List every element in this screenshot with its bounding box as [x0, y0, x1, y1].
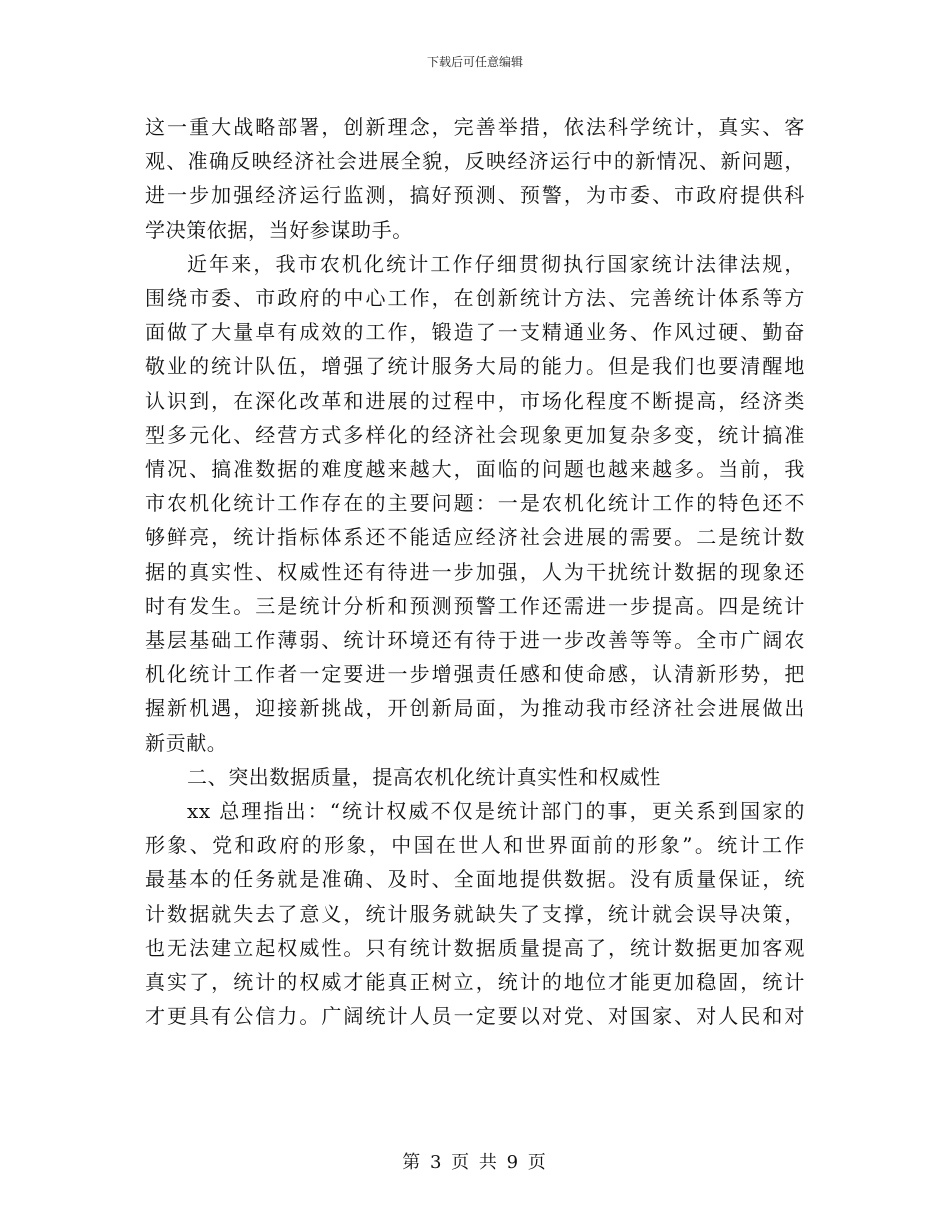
- text-line: 认识到，在深化改革和进展的过程中，市场化程度不断提高，经济类: [145, 388, 805, 413]
- text-line: 够鲜亮，统计指标体系还不能适应经济社会进展的需要。二是统计数: [145, 525, 805, 550]
- text-line: 握新机遇，迎接新挑战，开创新局面，为推动我市经济社会进展做出: [145, 696, 805, 721]
- text-line: 进一步加强经济运行监测，搞好预测、预警，为市委、市政府提供科: [145, 183, 805, 208]
- section-heading: 二、突出数据质量，提高农机化统计真实性和权威性: [187, 764, 661, 789]
- document-body: [145, 110, 805, 1033]
- text-line: 形象、党和政府的形象，中国在世人和世界面前的形象”。统计工作: [145, 833, 805, 858]
- text-line: 情况、搞准数据的难度越来越大，面临的问题也越来越多。当前，我: [145, 457, 805, 482]
- text-line: 围绕市委、市政府的中心工作，在创新统计方法、完善统计体系等方: [145, 286, 805, 311]
- text-line: 敬业的统计队伍，增强了统计服务大局的能力。但是我们也要清醒地: [145, 354, 805, 379]
- text-line: 也无法建立起权威性。只有统计数据质量提高了，统计数据更加客观: [145, 935, 805, 960]
- text-line: 型多元化、经营方式多样化的经济社会现象更加复杂多变，统计搞准: [145, 422, 805, 447]
- text-line: 时有发生。三是统计分析和预测预警工作还需进一步提高。四是统计: [145, 593, 805, 618]
- text-line: 观、准确反映经济社会进展全貌，反映经济运行中的新情况、新问题，: [145, 149, 805, 174]
- text-line: 面做了大量卓有成效的工作，锻造了一支精通业务、作风过硬、勤奋: [145, 320, 805, 345]
- text-line: 计数据就失去了意义，统计服务就缺失了支撑，统计就会误导决策，: [145, 901, 805, 926]
- text-line: 据的真实性、权威性还有待进一步加强，人为干扰统计数据的现象还: [145, 559, 805, 584]
- text-line: 近年来，我市农机化统计工作仔细贯彻执行国家统计法律法规，: [187, 251, 805, 276]
- text-line: 这一重大战略部署，创新理念，完善举措，依法科学统计，真实、客: [145, 115, 805, 139]
- text-line: 机化统计工作者一定要进一步增强责任感和使命感，认清新形势，把: [145, 662, 805, 687]
- text-line: xx 总理指出：“统计权威不仅是统计部门的事，更关系到国家的: [187, 799, 805, 824]
- text-line: 才更具有公信力。广阔统计人员一定要以对党、对国家、对人民和对: [145, 1004, 805, 1029]
- text-line: 最基本的任务就是准确、及时、全面地提供数据。没有质量保证，统: [145, 867, 805, 892]
- page-number: 第 3 页 共 9 页: [402, 1152, 548, 1173]
- text-line: 市农机化统计工作存在的主要问题：一是农机化统计工作的特色还不: [145, 491, 805, 516]
- text-line: 真实了，统计的权威才能真正树立，统计的地位才能更加稳固，统计: [145, 970, 805, 995]
- page-header: 下载后可任意编辑: [426, 55, 523, 69]
- text-line: 基层基础工作薄弱、统计环境还有待于进一步改善等等。全市广阔农: [145, 628, 805, 653]
- text-line: 新贡献。: [145, 730, 228, 755]
- text-line: 学决策依据，当好参谋助手。: [145, 217, 413, 242]
